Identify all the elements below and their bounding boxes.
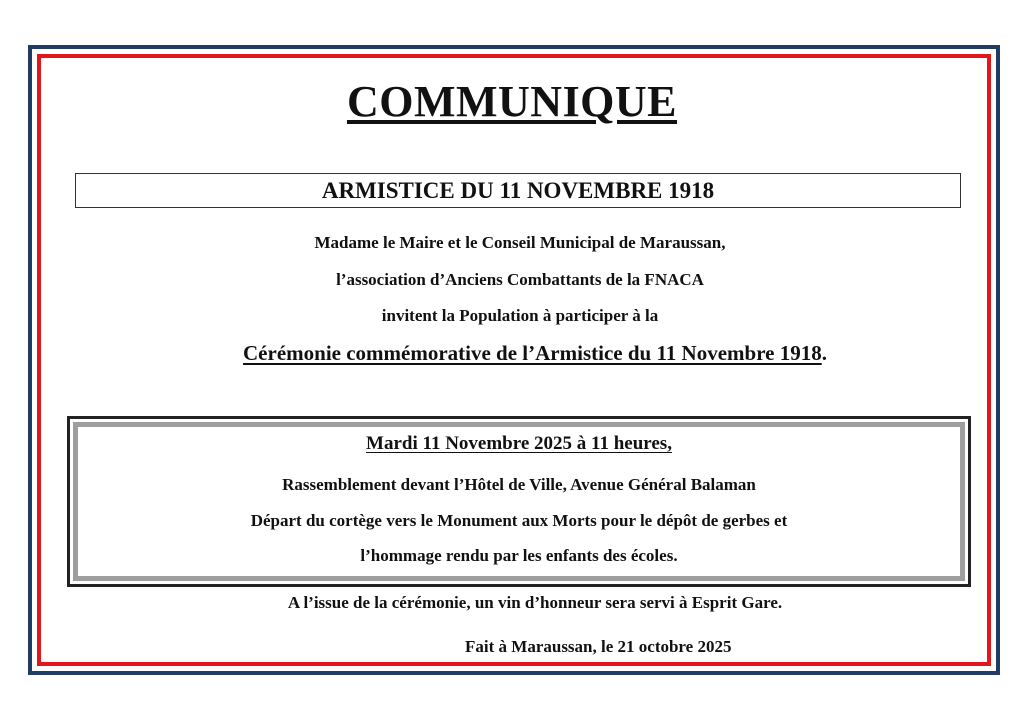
event-procession-1: Départ du cortège vers le Monument aux Morts pour le dépôt de gerbes et: [250, 511, 788, 530]
ceremony-heading: [0, 341, 1024, 366]
intro-line-1: Madame le Maire et le Conseil Municipal de Maraussan,: [314, 233, 726, 252]
signed-date: Fait à Maraussan, le 21 octobre 2025: [465, 637, 732, 656]
intro-line-3: invitent la Population à participer à la: [381, 306, 659, 325]
subtitle-box: [75, 173, 961, 208]
ceremony-punct: .: [821, 341, 827, 365]
event-box-inner: [73, 422, 965, 581]
event-box: [67, 416, 971, 587]
page-title: COMMUNIQUE: [346, 77, 678, 126]
event-date: Mardi 11 Novembre 2025 à 11 heures,: [366, 433, 672, 454]
ceremony-title: Cérémonie commémorative de l’Armistice du 11 Novembre 1918: [243, 341, 822, 365]
subtitle: ARMISTICE DU 11 NOVEMBRE 1918: [321, 177, 715, 203]
event-procession-2: l’hommage rendu par les enfants des écoles.: [360, 546, 678, 565]
after-ceremony: A l’issue de la cérémonie, un vin d’honneur sera servi à Esprit Gare.: [287, 593, 783, 612]
intro-line-2: l’association d’Anciens Combattants de la FNACA: [336, 270, 704, 289]
event-gathering: Rassemblement devant l’Hôtel de Ville, Avenue Général Balaman: [282, 475, 756, 494]
